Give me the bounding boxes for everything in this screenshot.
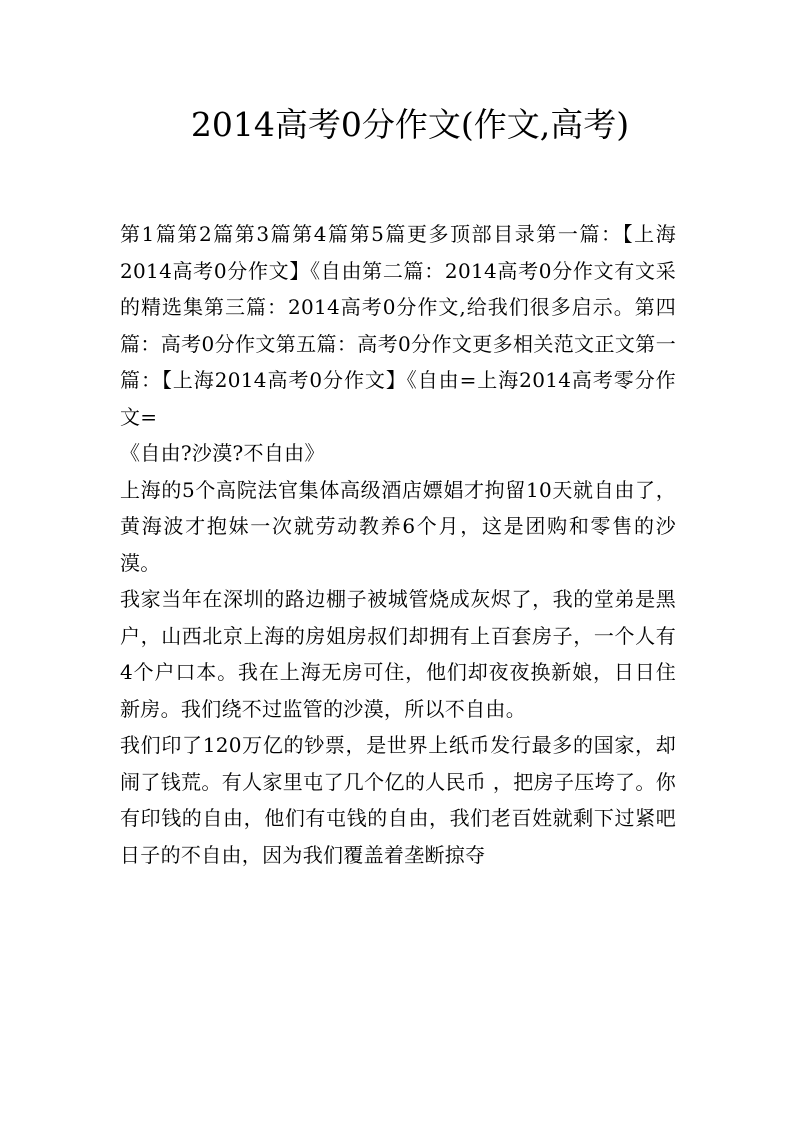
paragraph-shanghai-judges: 上海的5个高院法官集体高级酒店嫖娼才拘留10天就自由了，黄海波才抱妹一次就劳动教养6个月，这是团购和零售的沙漠。 — [120, 477, 676, 575]
document-body — [120, 216, 676, 873]
document-title: 2014高考0分作文(作文,高考) — [190, 105, 630, 144]
paragraph-essay-title: 《自由?沙漠?不自由》 — [120, 441, 325, 465]
paragraph-housing: 我家当年在深圳的路边棚子被城管烧成灰烬了，我的堂弟是黑户，山西北京上海的房姐房叔们却拥有上百套房子，一个人有4个户口本。我在上海无房可住，他们却夜夜换新娘，日日住新房。我们绕不过监管的沙漠，所以不自由。 — [120, 587, 676, 721]
paragraph-table-of-contents: 第1篇第2篇第3篇第4篇第5篇更多顶部目录第一篇：【上海2014高考0分作文】《自由第二篇：2014高考0分作文有文采的精选集第三篇：2014高考0分作文,给我们很多启示。第四篇：高考0分作文第五篇：高考0分作文更多相关范文正文第一篇：【上海2014高考0分作文】《自由=上海2014高考零分作文= — [120, 222, 676, 429]
paragraph-money: 我们印了120万亿的钞票，是世界上纸币发行最多的国家，却闹了钱荒。有人家里屯了几个亿的人民币 ，把房子压垮了。你有印钱的自由，他们有屯钱的自由，我们老百姓就剩下过紧吧日子的不自由，因为我们覆盖着垄断掠夺 — [120, 733, 676, 867]
